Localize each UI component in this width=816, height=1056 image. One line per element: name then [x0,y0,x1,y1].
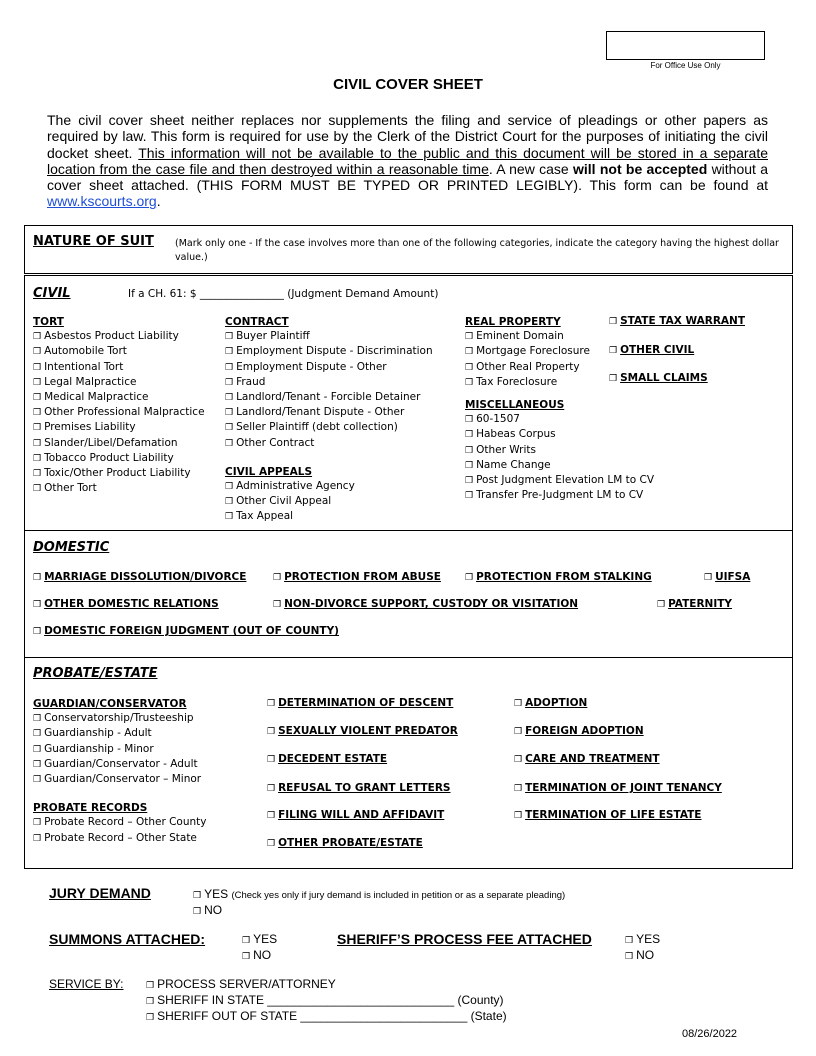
paternity-option[interactable]: ❒ PATERNITY [657,598,733,610]
jury-yes-option[interactable]: ❒ YES (Check yes only if jury demand is included in petition or as a separate pleading) [193,887,566,901]
tort-item[interactable]: ❒ Legal Malpractice [33,375,137,388]
protection-stalking-option[interactable]: ❒ PROTECTION FROM STALKING [465,571,652,583]
misc-item[interactable]: ❒ Post Judgment Elevation LM to CV [465,474,655,487]
guardian-list [33,697,207,846]
contract-item[interactable]: ❒ Fraud [225,375,266,388]
sexually-violent-predator-option[interactable]: ❒ SEXUALLY VIOLENT PREDATOR [267,725,458,737]
jury-no-option[interactable]: ❒ NO [193,903,223,917]
misc-item[interactable]: ❒ Transfer Pre-Judgment LM to CV [465,489,644,502]
guardian-item[interactable]: ❒ Guardianship - Adult [33,727,152,740]
care-treatment-option[interactable]: ❒ CARE AND TREATMENT [514,753,660,765]
contract-item[interactable]: ❒ Landlord/Tenant Dispute - Other [225,406,405,419]
kscourts-link[interactable]: www.kscourts.org [47,193,157,210]
office-use-box[interactable] [606,31,765,60]
page-title: CIVIL COVER SHEET [333,76,483,93]
marriage-dissolution-option[interactable]: ❒ MARRIAGE DISSOLUTION/DIVORCE [33,571,247,583]
tort-item[interactable]: ❒ Toxic/Other Product Liability [33,467,191,480]
refusal-grant-letters-option[interactable]: ❒ REFUSAL TO GRANT LETTERS [267,782,451,794]
tort-item[interactable]: ❒ Premises Liability [33,421,136,434]
real-property-header: REAL PROPERTY [465,316,561,328]
misc-item[interactable]: ❒ 60-1507 [465,413,520,426]
non-divorce-support-option[interactable]: ❒ NON-DIVORCE SUPPORT, CUSTODY OR VISITATION [273,598,579,610]
guardian-item[interactable]: ❒ Conservatorship/Trusteeship [33,712,194,725]
sheriff-fee-yes-option[interactable]: ❒ YES [625,932,661,946]
adoption-option[interactable]: ❒ ADOPTION [514,697,588,709]
real-property-item[interactable]: ❒ Other Real Property [465,360,580,373]
jury-note: (Check yes only if jury demand is included in petition or as a separate pleading) [231,890,566,901]
guardian-item[interactable]: ❒ Guardian/Conservator – Minor [33,773,202,786]
tort-item[interactable]: ❒ Other Professional Malpractice [33,406,205,419]
section-divider [25,657,792,658]
summons-no-option[interactable]: ❒ NO [242,948,272,962]
tort-header: TORT [33,316,64,328]
sheriff-fee-title: SHERIFF’S PROCESS FEE ATTACHED [337,931,592,947]
contract-item[interactable]: ❒ Landlord/Tenant - Forcible Detainer [225,391,421,404]
appeal-item[interactable]: ❒ Tax Appeal [225,510,294,523]
uifsa-option[interactable]: ❒ UIFSA [704,571,751,583]
probate-record-item[interactable]: ❒ Probate Record – Other State [33,831,197,844]
tort-item[interactable]: ❒ Intentional Tort [33,360,124,373]
filing-will-option[interactable]: ❒ FILING WILL AND AFFIDAVIT [267,809,445,821]
other-civil-option[interactable]: ❒ OTHER CIVIL [609,344,695,356]
ch61-field[interactable]: If a CH. 61: $ ________________ (Judgment Demand Amount) [128,288,439,300]
real-property-item[interactable]: ❒ Eminent Domain [465,330,564,343]
contract-item[interactable]: ❒ Seller Plaintiff (debt collection) [225,421,398,434]
termination-life-estate-option[interactable]: ❒ TERMINATION OF LIFE ESTATE [514,809,702,821]
section-divider [25,530,792,531]
tort-item[interactable]: ❒ Other Tort [33,482,97,495]
small-claims-option[interactable]: ❒ SMALL CLAIMS [609,372,708,384]
other-probate-option[interactable]: ❒ OTHER PROBATE/ESTATE [267,837,423,849]
summons-yes-option[interactable]: ❒ YES [242,932,278,946]
tort-item[interactable]: ❒ Slander/Libel/Defamation [33,436,178,449]
other-domestic-option[interactable]: ❒ OTHER DOMESTIC RELATIONS [33,598,219,610]
office-use-label: For Office Use Only [650,61,721,70]
sheriff-fee-no-option[interactable]: ❒ NO [625,948,655,962]
appeal-item[interactable]: ❒ Administrative Agency [225,480,355,493]
civil-appeals-header: CIVIL APPEALS [225,465,313,478]
determination-descent-option[interactable]: ❒ DETERMINATION OF DESCENT [267,697,454,709]
state-tax-warrant-option[interactable]: ❒ STATE TAX WARRANT [609,315,745,327]
foreign-adoption-option[interactable]: ❒ FOREIGN ADOPTION [514,725,644,737]
tort-item[interactable]: ❒ Medical Malpractice [33,391,149,404]
misc-item[interactable]: ❒ Name Change [465,458,551,471]
summons-title: SUMMONS ATTACHED: [49,931,206,947]
protection-abuse-option[interactable]: ❒ PROTECTION FROM ABUSE [273,571,441,583]
misc-item[interactable]: ❒ Habeas Corpus [465,428,556,441]
domestic-title: DOMESTIC [33,540,110,555]
misc-item[interactable]: ❒ Other Writs [465,443,536,456]
tort-item[interactable]: ❒ Asbestos Product Liability [33,330,179,343]
process-server-option[interactable]: ❒ PROCESS SERVER/ATTORNEY [146,977,336,991]
contract-item[interactable]: ❒ Other Contract [225,436,315,449]
contract-item[interactable]: ❒ Employment Dispute - Discrimination [225,345,433,358]
guardian-item[interactable]: ❒ Guardianship - Minor [33,742,154,755]
form-date: 08/26/2022 [682,1028,738,1040]
nature-of-suit-box [24,225,793,274]
appeal-item[interactable]: ❒ Other Civil Appeal [225,495,332,508]
sheriff-out-of-state-option[interactable]: ❒ SHERIFF OUT OF STATE _________________________ (State) [146,1009,507,1023]
termination-joint-tenancy-option[interactable]: ❒ TERMINATION OF JOINT TENANCY [514,782,722,794]
jury-demand-title: JURY DEMAND [49,885,151,901]
real-property-item[interactable]: ❒ Tax Foreclosure [465,375,558,388]
contract-list [225,315,433,525]
tort-list [33,315,205,496]
probate-records-header: PROBATE RECORDS [33,802,148,815]
probate-title: PROBATE/ESTATE [33,666,158,681]
case-type-box [24,275,793,869]
tort-item[interactable]: ❒ Automobile Tort [33,345,127,358]
contract-item[interactable]: ❒ Buyer Plaintiff [225,330,310,343]
domestic-foreign-judgment-option[interactable]: ❒ DOMESTIC FOREIGN JUDGMENT (OUT OF COUNTY) [33,625,339,637]
guardian-header: GUARDIAN/CONSERVATOR [33,698,187,710]
intro-paragraph: The civil cover sheet neither replaces nor supplements the filing and service of pleadings or other papers as required by law. This form is required for use by the Clerk of the District Court for the purposes of initiating the civil docket sheet. This information will not be available to the public and this document will be stored in a separate location from the case file and then destroyed within a reasonable time. A new case will not be accepted without a cover sheet attached. (THIS FORM MUST BE TYPED OR PRINTED LEGIBLY). This form can be found at www.kscourts.org. [47,112,769,210]
guardian-item[interactable]: ❒ Guardian/Conservator - Adult [33,757,198,770]
service-by-label: SERVICE BY: [49,977,124,991]
misc-header: MISCELLANEOUS [465,399,565,412]
nature-of-suit-note: (Mark only one - If the case involves more than one of the following categories, indicate the category having the highest dollar value.) [175,238,779,263]
nature-of-suit-title: NATURE OF SUIT [33,234,154,249]
tort-item[interactable]: ❒ Tobacco Product Liability [33,451,174,464]
contract-item[interactable]: ❒ Employment Dispute - Other [225,360,387,373]
decedent-estate-option[interactable]: ❒ DECEDENT ESTATE [267,753,388,765]
real-property-item[interactable]: ❒ Mortgage Foreclosure [465,345,590,358]
civil-title: CIVIL [33,286,71,301]
contract-header: CONTRACT [225,316,289,328]
probate-record-item[interactable]: ❒ Probate Record – Other County [33,816,207,829]
sheriff-in-state-option[interactable]: ❒ SHERIFF IN STATE ____________________________ (County) [146,993,504,1007]
